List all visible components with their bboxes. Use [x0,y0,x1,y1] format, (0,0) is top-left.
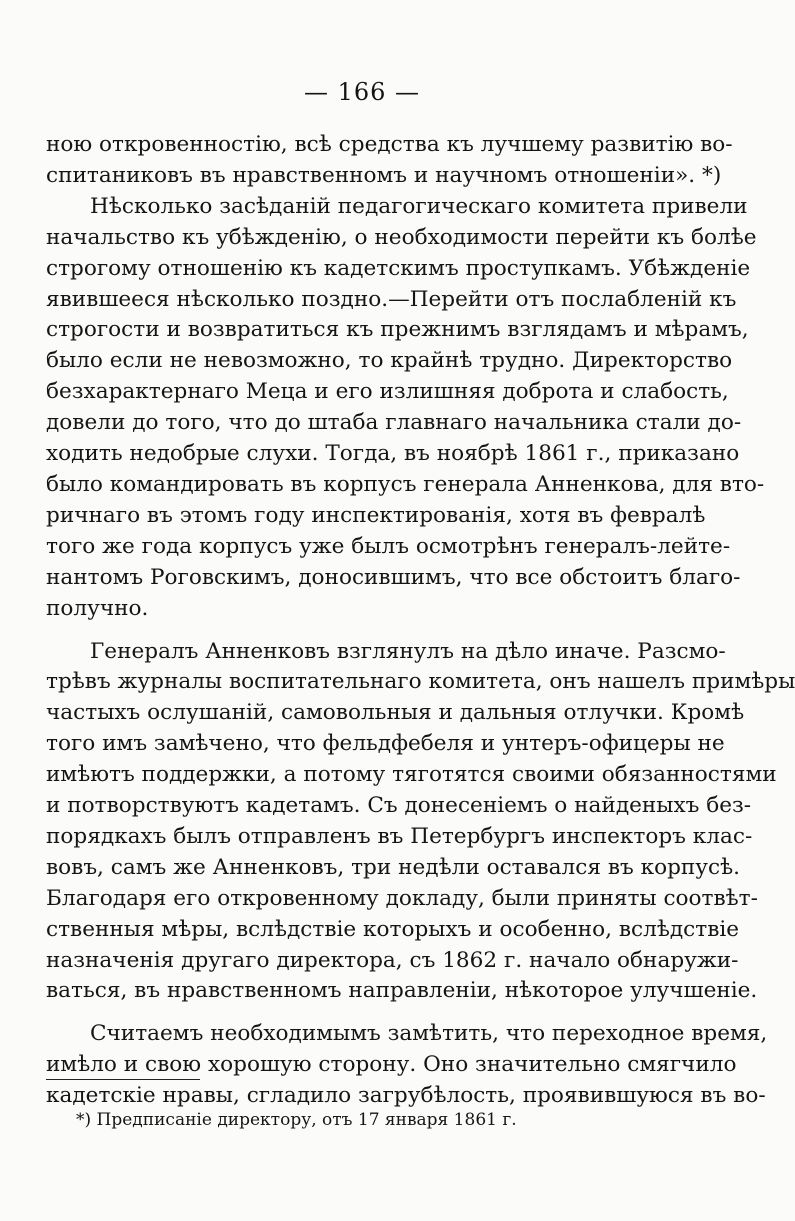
text-line: Благодаря его откровенному докладу, были приняты соотвѣт- [46,885,758,911]
text-line: порядкахъ былъ отправленъ въ Петербургъ инспекторъ клас- [46,823,753,849]
text-line: было если не невозможно, то крайнѣ трудно. Директорство [46,348,733,374]
footnote: *) Предписаніе директору, отъ 17 января 1861 г. [76,1110,517,1130]
text-line: строгости и возвратиться къ прежнимъ взглядамъ и мѣрамъ, [46,317,749,343]
text-line: частыхъ ослушаній, самовольныя и дальныя отлучки. Кромѣ [46,700,745,726]
text-line: трѣвъ журналы воспитательнаго комитета, онъ нашелъ примѣры [46,669,795,695]
text-line: нантомъ Роговскимъ, доносившимъ, что все обстоитъ благо- [46,564,741,590]
text-line: ваться, въ нравственномъ направленіи, нѣкоторое улучшеніе. [46,978,758,1004]
text-line: явившееся нѣсколько поздно.—Перейти отъ послабленій къ [46,286,737,312]
text-line: кадетскіе нравы, сгладило загрубѣлость, проявившуюся въ во- [46,1083,766,1109]
text-line: имѣютъ поддержки, а потому тяготятся своими обязанностями [46,762,777,788]
text-line: того имъ замѣчено, что фельдфебеля и унтеръ-офицеры не [46,731,725,757]
page-number: — 166 — [303,78,421,106]
paragraph [46,130,733,192]
text-line: спитаниковъ въ нравственномъ и научномъ отношеніи». *) [46,162,722,188]
text-line: Нѣсколько засѣданій педагогическаго комитета привели [90,193,748,219]
text-line: строгому отношенію къ кадетскимъ проступкамъ. Убѣжденіе [46,255,751,281]
text-line: начальство къ убѣжденію, о необходимости перейти къ болѣе [46,224,757,250]
text-line: ственныя мѣры, вслѣдствіе которыхъ и особенно, вслѣдствіе [46,916,740,942]
text-line: вовъ, самъ же Анненковъ, три недѣли оставался въ корпусѣ. [46,854,740,880]
paragraph [46,637,795,1008]
text-line: ходить недобрые слухи. Тогда, въ ноябрѣ 1861 г., приказано [46,441,740,467]
text-line: того же года корпусъ уже былъ осмотрѣнъ генералъ-лейте- [46,533,731,559]
paragraph [46,192,765,625]
text-line: довели до того, что до штаба главнаго начальника стали до- [46,410,742,436]
text-line: Генералъ Анненковъ взглянулъ на дѣло иначе. Разсмо- [90,638,726,664]
text-line: назначенія другаго директора, съ 1862 г. начало обнаружи- [46,947,739,973]
paragraph [46,1019,768,1112]
text-line: ричнаго въ этомъ году инспектированія, хотя въ февралѣ [46,502,706,528]
text-line: получно. [46,595,149,621]
body-text [46,130,795,1112]
text-line: безхарактернаго Меца и его излишняя доброта и слабость, [46,379,729,405]
footnote-divider [46,1079,200,1080]
text-line: и потворствуютъ кадетамъ. Съ донесеніемъ о найденыхъ без- [46,793,752,819]
text-line: Считаемъ необходимымъ замѣтить, что переходное время, [90,1021,768,1047]
text-line: было командировать въ корпусъ генерала Анненкова, для вто- [46,471,765,497]
text-line: имѣло и свою хорошую сторону. Оно значительно смягчило [46,1052,737,1078]
text-line: ною откровенностію, всѣ средства къ лучшему развитію во- [46,132,733,157]
